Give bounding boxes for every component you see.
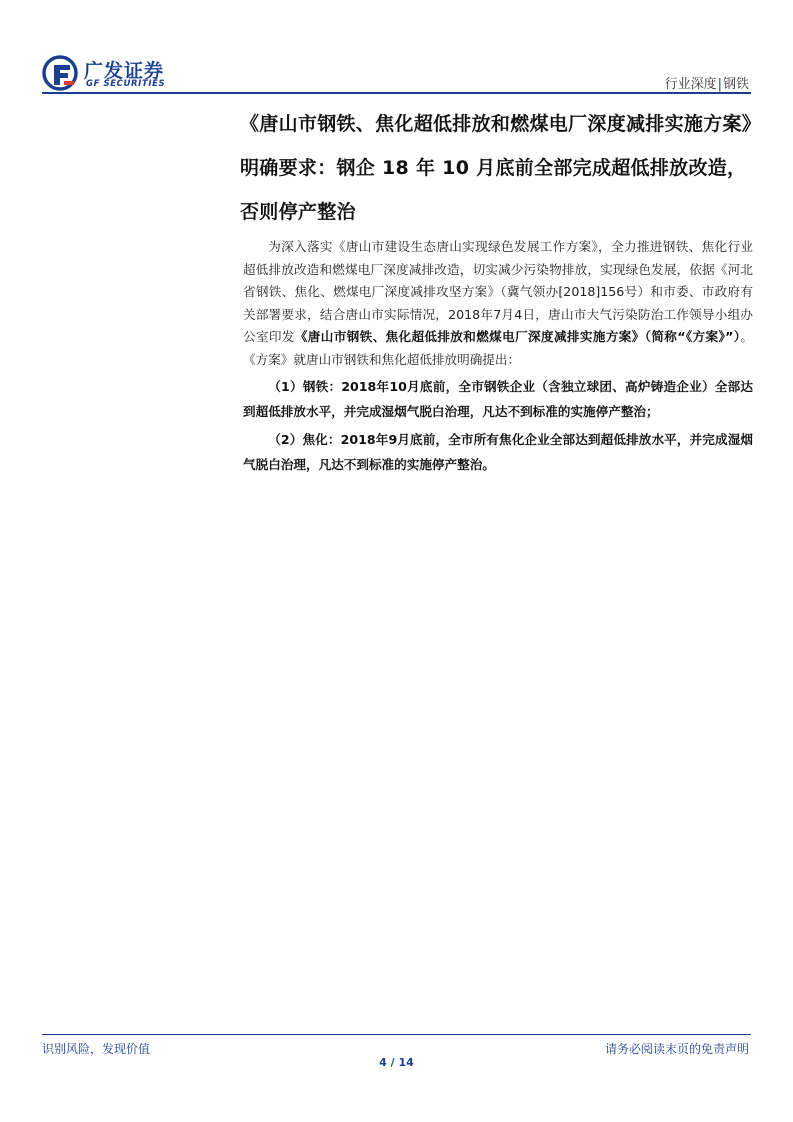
section-title: 《唐山市钢铁、焦化超低排放和燃煤电厂深度减排实施方案》明确要求：钢企 18 年 10 月底前全部完成超低排放改造，否则停产整治 bbox=[240, 113, 752, 223]
header-divider bbox=[42, 92, 751, 94]
plan-name-bold: 《唐山市钢铁、焦化超低排放和燃煤电厂深度减排实施方案》（简称“《方案》”） bbox=[294, 329, 741, 344]
footer-slogan: 识别风险，发现价值 bbox=[42, 1042, 151, 1056]
footer-disclaimer: 请务必阅读末页的免责声明 bbox=[604, 1042, 749, 1056]
page-header bbox=[0, 0, 793, 95]
category-label: 行业深度 bbox=[664, 77, 717, 92]
footer-divider bbox=[42, 1034, 751, 1035]
gf-securities-logo bbox=[42, 55, 172, 91]
steel-requirement: （1）钢铁：2018年10月底前，全市钢铁企业（含独立球团、高炉铸造企业）全部达到超低排放水平，并完成湿烟气脱白治理，凡达不到标准的实施停产整治； bbox=[243, 379, 753, 419]
report-category bbox=[665, 73, 749, 92]
gf-logo-icon bbox=[42, 55, 80, 91]
intro-paragraph bbox=[243, 236, 753, 371]
sector-label: 钢铁 bbox=[722, 77, 749, 92]
page-number: 4 / 14 bbox=[379, 1056, 414, 1069]
category-separator: | bbox=[717, 77, 722, 92]
intro-text: 为深入落实《唐山市建设生态唐山实现绿色发展工作方案》，全力推进钢铁、焦化行业超低排放改造和燃煤电厂深度减排改造，切实减少污染物排放，实现绿色发展，依据《河北省钢铁、焦化、燃煤电厂深度减排攻坚方案》（冀气领办[2018]156号）和市委、市政府有关部署要求，结合唐山市实际情况，2018年7月4日，唐山市大气污染防治工作领导小组办公室印发 bbox=[243, 239, 753, 344]
logo-brand-en: GF SECURITIES bbox=[86, 79, 166, 89]
body-content bbox=[243, 236, 753, 477]
intro-tail: 。《方案》就唐山市钢铁和焦化超低排放明确提出： bbox=[243, 329, 753, 367]
logo-brand-cn: 广发证券 bbox=[84, 60, 165, 82]
coking-requirement: （2）焦化：2018年9月底前，全市所有焦化企业全部达到超低排放水平，并完成湿烟气脱白治理，凡达不到标准的实施停产整治。 bbox=[243, 432, 753, 472]
